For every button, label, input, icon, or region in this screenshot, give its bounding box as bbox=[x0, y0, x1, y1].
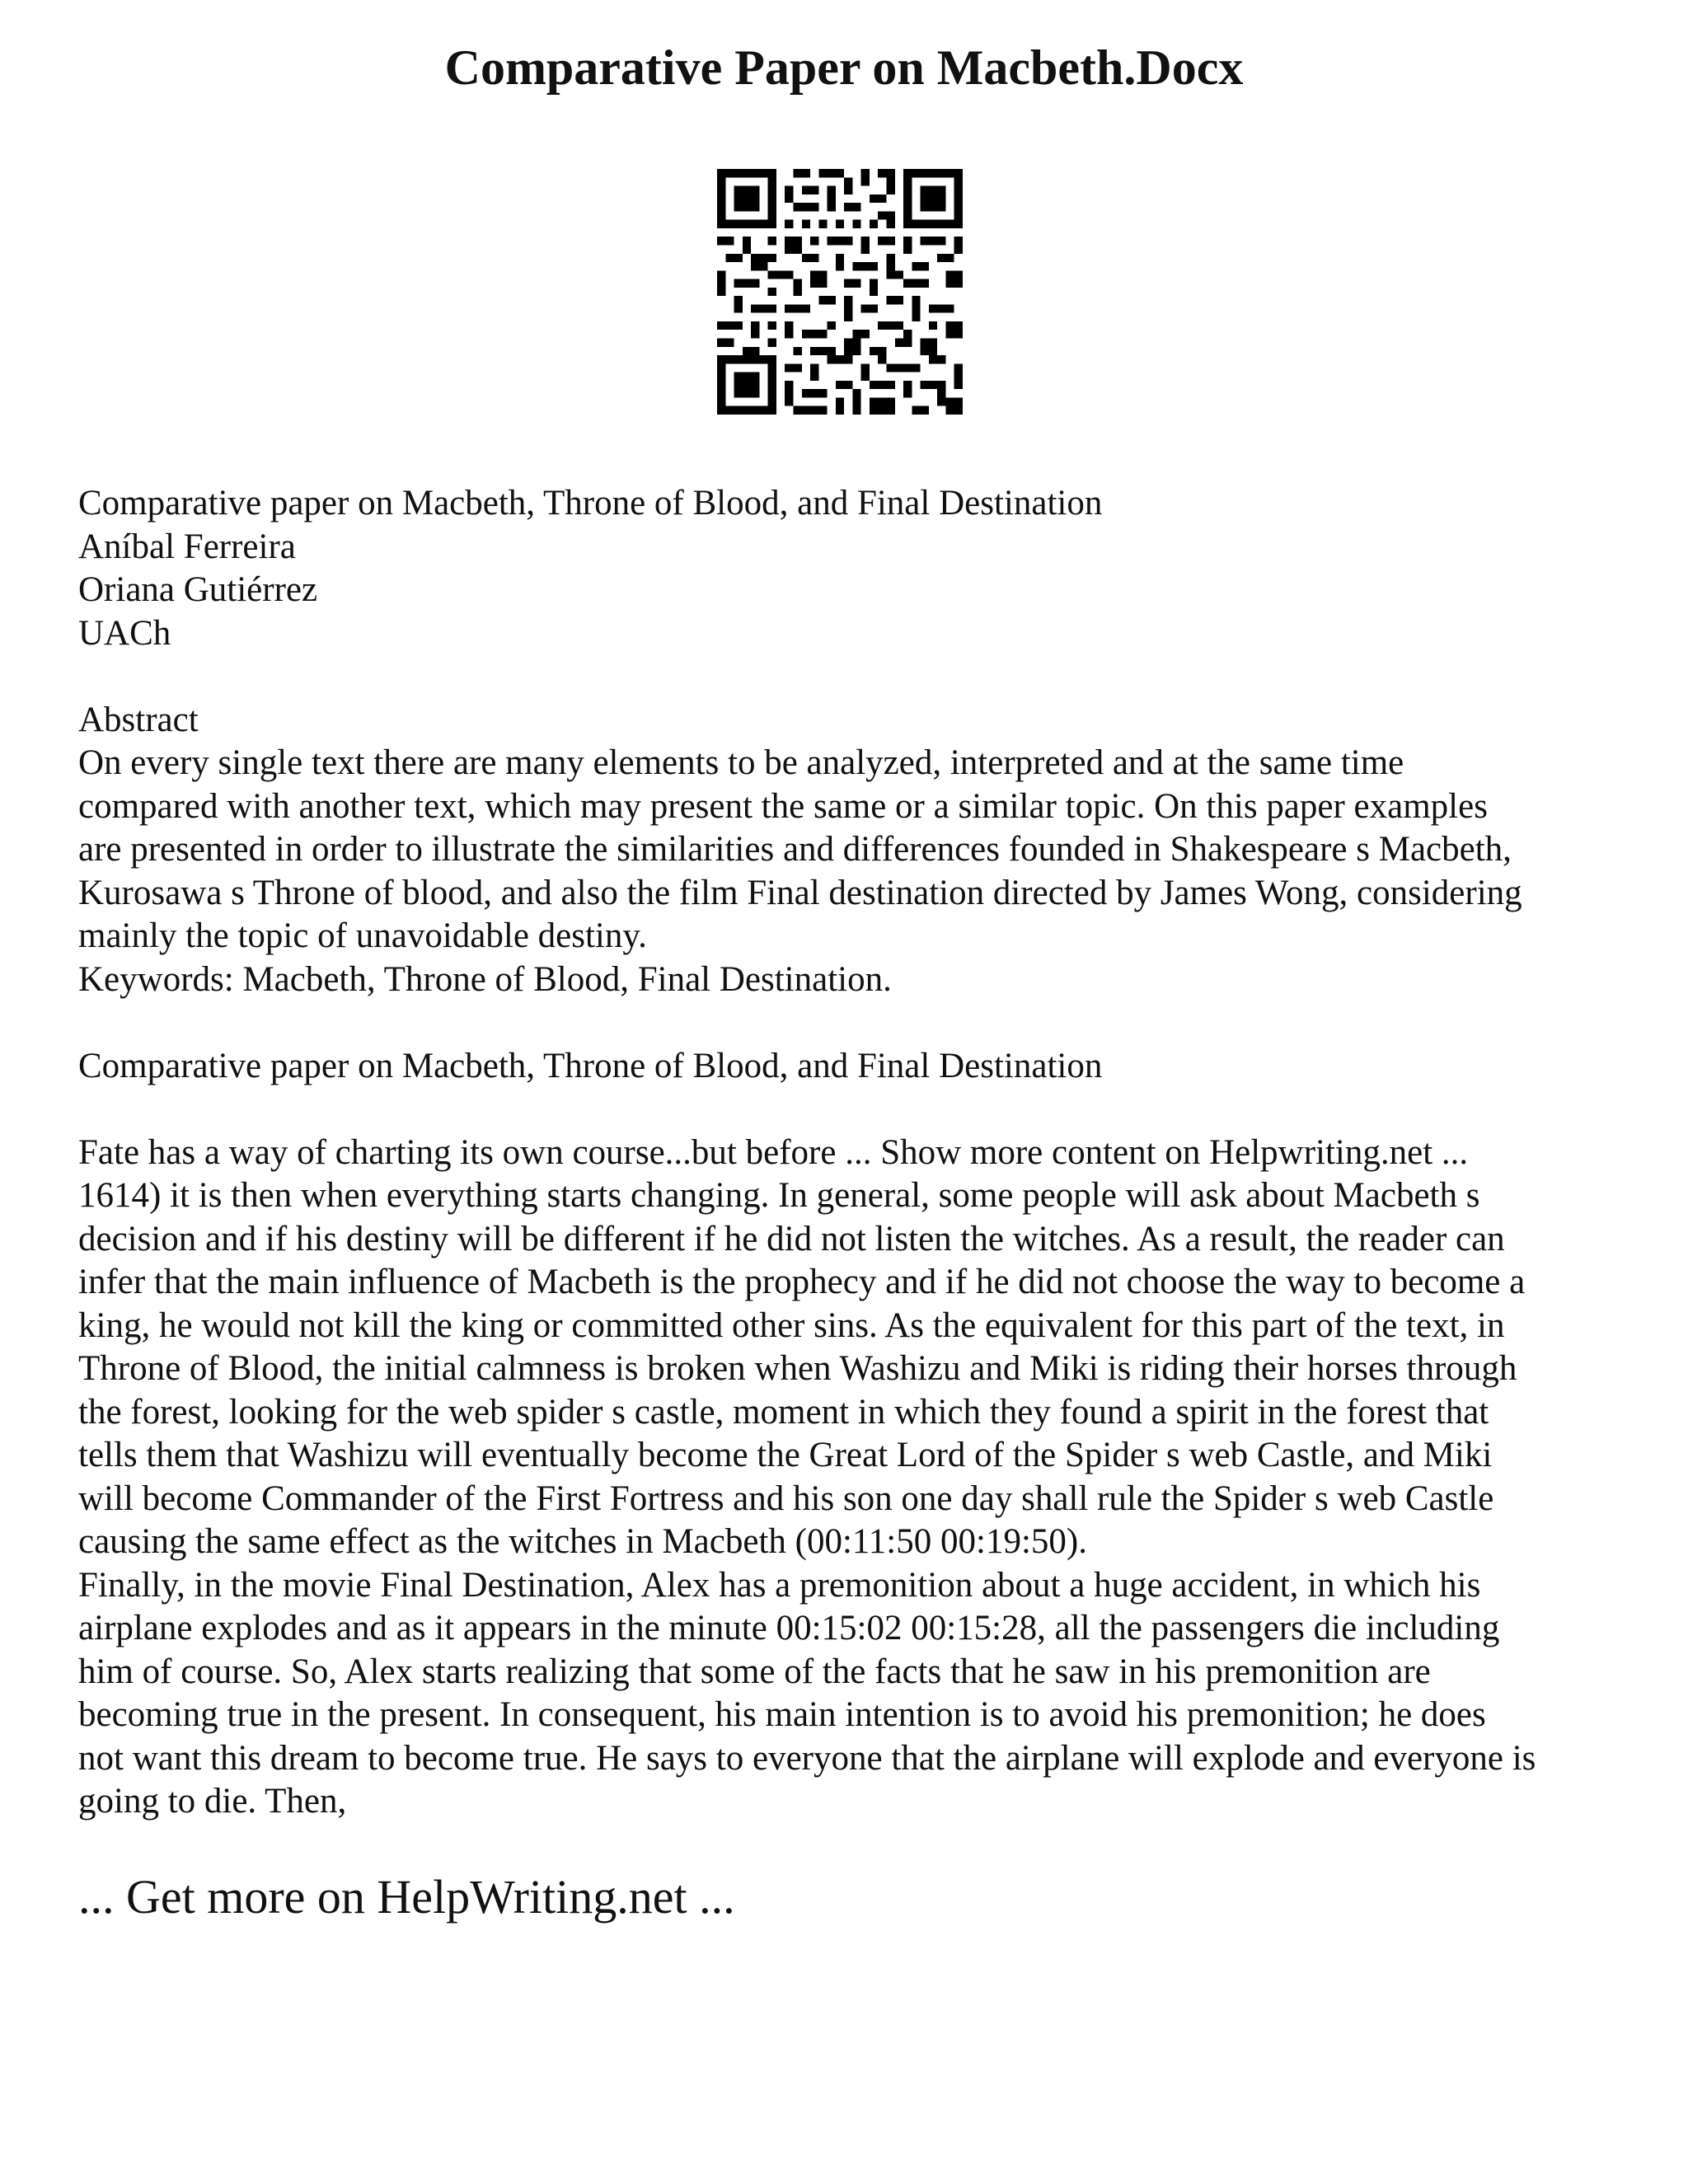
paragraph-line: infer that the main influence of Macbeth is the prophecy and if he did not choose the way to become a bbox=[78, 1263, 1526, 1301]
paragraph-line: going to die. Then, bbox=[78, 1782, 347, 1821]
paragraph-line: him of course. So, Alex starts realizing that some of the facts that he saw in his premonition are bbox=[78, 1652, 1431, 1691]
paragraph-line: causing the same effect as the witches in Macbeth (00:11:50 00:19:50). bbox=[78, 1522, 1087, 1561]
paragraph-line: Fate has a way of charting its own course...but before ... Show more content on Helpwriting.net ... bbox=[78, 1132, 1469, 1172]
paragraph-line: 1614) it is then when everything starts changing. In general, some people will ask about Macbeth s bbox=[78, 1176, 1480, 1215]
paragraph-line: tells them that Washizu will eventually become the Great Lord of the Spider s web Castle, and Miki bbox=[78, 1436, 1493, 1474]
abstract-line: compared with another text, which may present the same or a similar topic. On this paper examples bbox=[78, 786, 1488, 826]
qr-code-icon bbox=[717, 169, 963, 415]
paragraph-line: will become Commander of the First Fortress and his son one day shall rule the Spider s web Castle bbox=[78, 1479, 1494, 1518]
paragraph-line: decision and if his destiny will be different if he did not listen the witches. As a result, the reader can bbox=[78, 1219, 1505, 1258]
document-title: Comparative Paper on Macbeth.Docx bbox=[444, 40, 1244, 95]
author-name: Oriana Gutiérrez bbox=[78, 570, 318, 609]
section-heading: Comparative paper on Macbeth, Throne of Blood, and Final Destination bbox=[78, 1046, 1103, 1085]
author-name: Aníbal Ferreira bbox=[78, 527, 296, 566]
get-more-link[interactable]: ... Get more on HelpWriting.net ... bbox=[78, 1870, 735, 1924]
paragraph-line: becoming true in the present. In consequent, his main intention is to avoid his premonition; he does bbox=[78, 1695, 1486, 1734]
abstract-heading: Abstract bbox=[78, 700, 199, 739]
paragraph-line: not want this dream to become true. He says to everyone that the airplane will explode and everyone is bbox=[78, 1738, 1536, 1778]
institution-name: UACh bbox=[78, 613, 171, 653]
abstract-line: mainly the topic of unavoidable destiny. bbox=[78, 916, 647, 955]
paper-subtitle: Comparative paper on Macbeth, Throne of Blood, and Final Destination bbox=[78, 484, 1103, 523]
paragraph-line: the forest, looking for the web spider s castle, moment in which they found a spirit in the forest that bbox=[78, 1392, 1489, 1432]
paragraph-line: airplane explodes and as it appears in the minute 00:15:02 00:15:28, all the passengers die including bbox=[78, 1609, 1500, 1647]
document-body bbox=[78, 482, 1628, 1824]
keywords-line: Keywords: Macbeth, Throne of Blood, Final Destination. bbox=[78, 959, 892, 999]
paragraph-line: Throne of Blood, the initial calmness is broken when Washizu and Miki is riding their horses through bbox=[78, 1349, 1517, 1388]
abstract-line: Kurosawa s Throne of blood, and also the film Final destination directed by James Wong, considering bbox=[78, 873, 1522, 912]
paragraph-line: king, he would not kill the king or committed other sins. As the equivalent for this part of the text, in bbox=[78, 1305, 1505, 1345]
paragraph-line: Finally, in the movie Final Destination, Alex has a premonition about a huge accident, in which his bbox=[78, 1565, 1481, 1605]
abstract-line: On every single text there are many elements to be analyzed, interpreted and at the same time bbox=[78, 743, 1404, 782]
abstract-line: are presented in order to illustrate the similarities and differences founded in Shakespeare s Macbeth, bbox=[78, 830, 1512, 869]
